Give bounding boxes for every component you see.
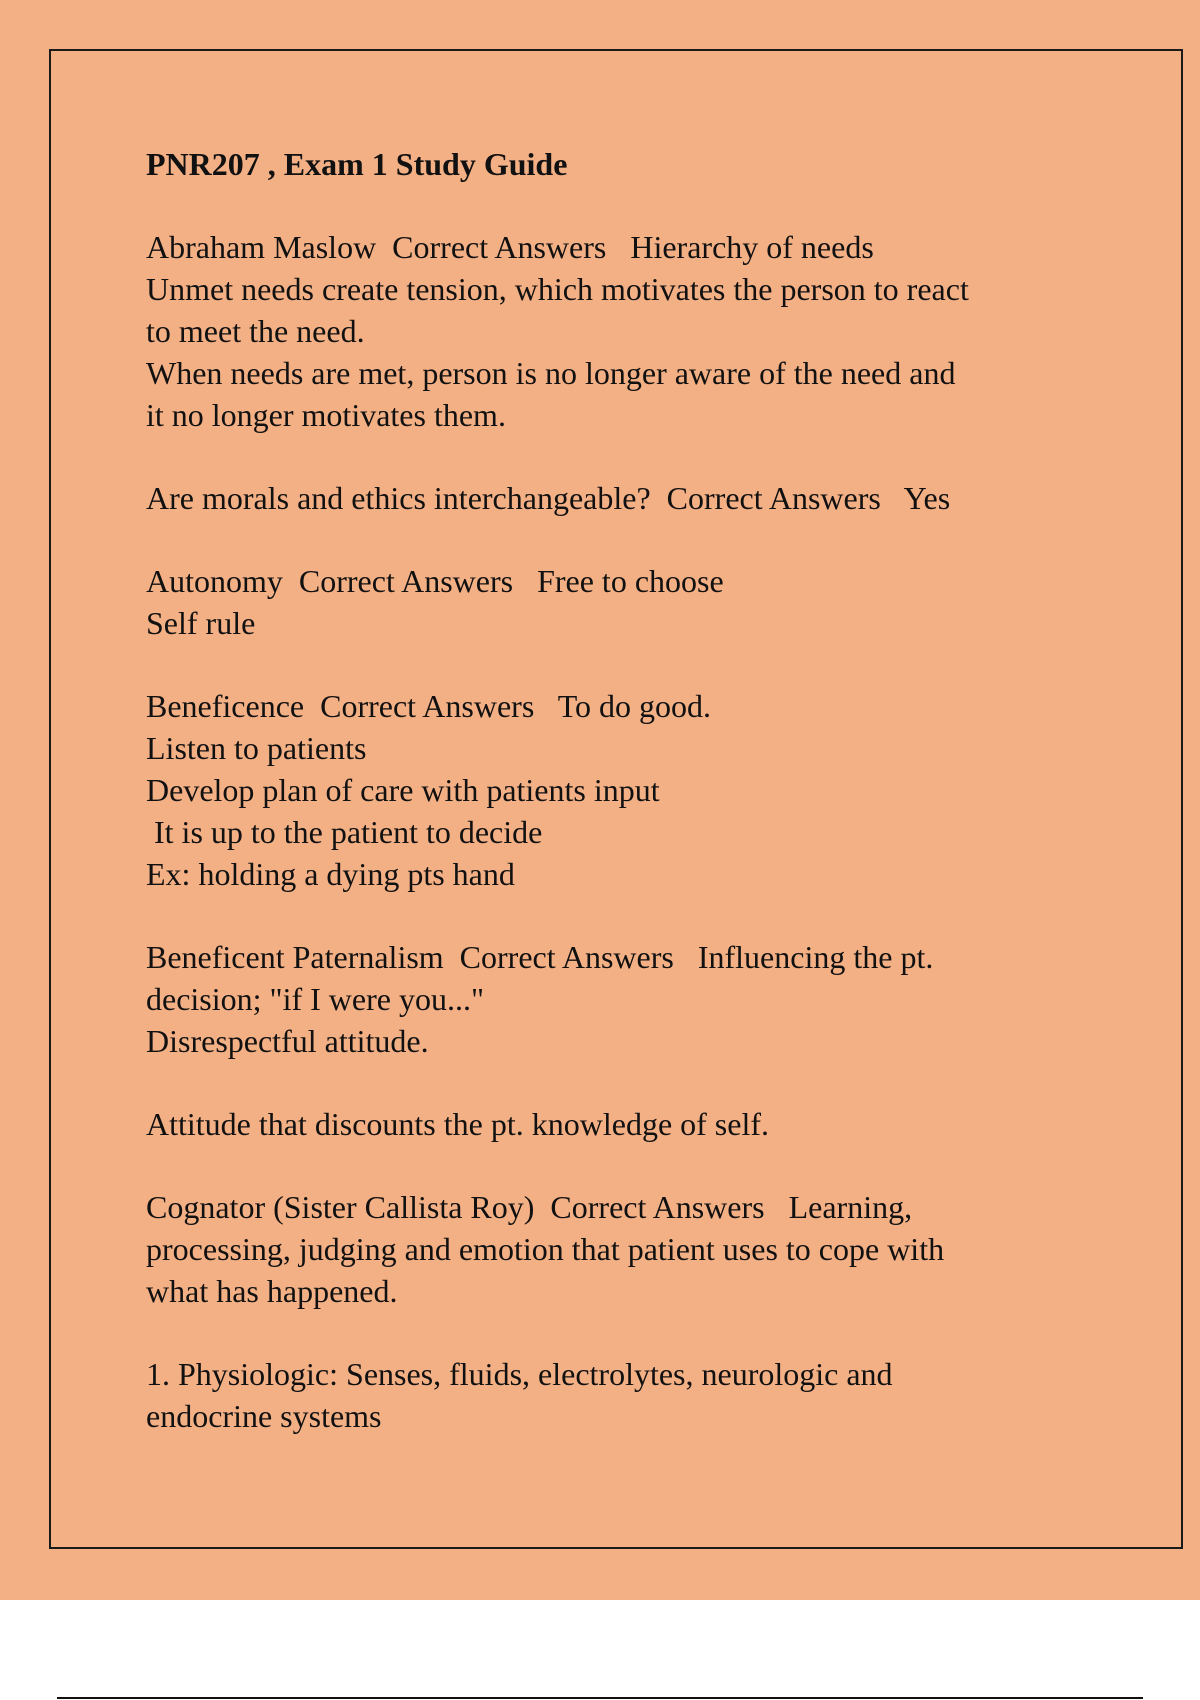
entry-line: It is up to the patient to decide	[146, 814, 543, 850]
entry-line: Self rule	[146, 605, 256, 641]
entry-autonomy	[146, 560, 1106, 644]
entry-maslow	[146, 226, 1106, 436]
entry-line: processing, judging and emotion that patient uses to cope with	[146, 1231, 945, 1267]
entry-line: Beneficent Paternalism Correct Answers Influencing the pt.	[146, 939, 934, 975]
entry-line: Listen to patients	[146, 730, 367, 766]
entry-beneficent-paternalism	[146, 936, 1106, 1062]
entry-attitude	[146, 1103, 1106, 1145]
footer-divider	[57, 1697, 1143, 1699]
entry-line: Develop plan of care with patients input	[146, 772, 660, 808]
entry-cognator	[146, 1186, 1106, 1312]
entry-line: Unmet needs create tension, which motivates the person to react	[146, 271, 969, 307]
entry-line: Beneficence Correct Answers To do good.	[146, 688, 712, 724]
entry-line: Cognator (Sister Callista Roy) Correct Answers Learning,	[146, 1189, 913, 1225]
entry-physiologic	[146, 1353, 1106, 1437]
entry-line: what has happened.	[146, 1273, 398, 1309]
entry-line: Ex: holding a dying pts hand	[146, 856, 515, 892]
document-content	[146, 143, 1106, 1478]
document-title: PNR207 , Exam 1 Study Guide	[146, 146, 568, 182]
entry-beneficence	[146, 685, 1106, 895]
entry-line: Abraham Maslow Correct Answers Hierarchy of needs	[146, 229, 874, 265]
entry-line: endocrine systems	[146, 1398, 382, 1434]
entry-line: Are morals and ethics interchangeable? Correct Answers Yes	[146, 480, 951, 516]
entry-line: Autonomy Correct Answers Free to choose	[146, 563, 724, 599]
entry-line: to meet the need.	[146, 313, 365, 349]
entry-line: it no longer motivates them.	[146, 397, 506, 433]
entry-line: Attitude that discounts the pt. knowledge of self.	[146, 1106, 769, 1142]
entry-line: 1. Physiologic: Senses, fluids, electrolytes, neurologic and	[146, 1356, 893, 1392]
entry-line: When needs are met, person is no longer aware of the need and	[146, 355, 956, 391]
entry-line: Disrespectful attitude.	[146, 1023, 429, 1059]
entry-morals-ethics	[146, 477, 1106, 519]
entry-line: decision; "if I were you..."	[146, 981, 485, 1017]
